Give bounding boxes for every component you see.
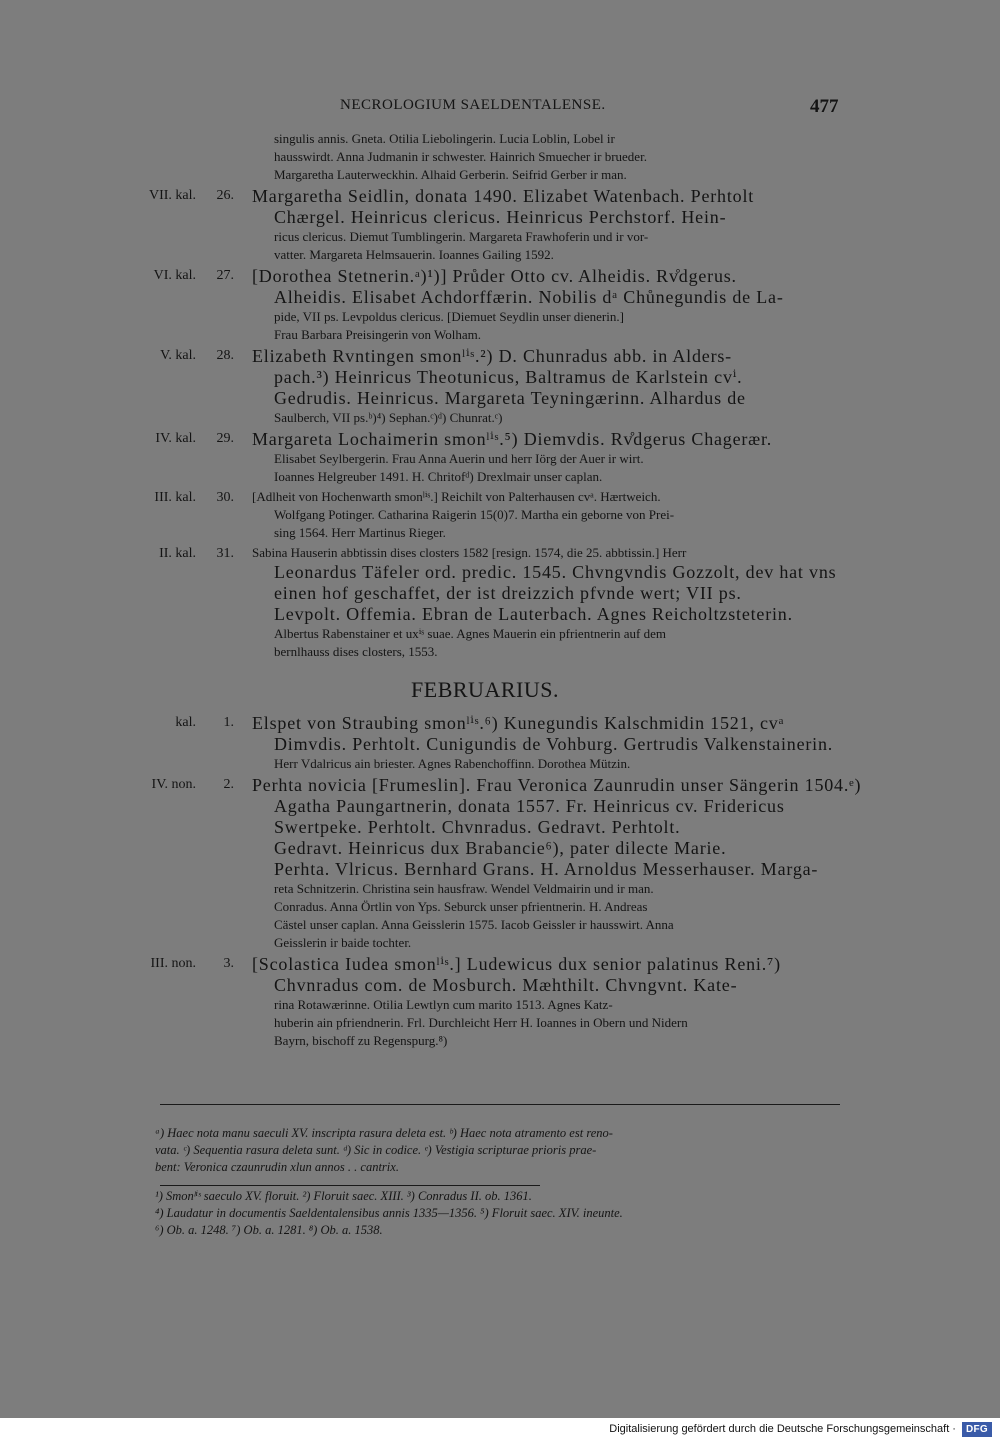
entry-line: vatter. Margareta Helmsauerin. Ioannes Gailing 1592. xyxy=(274,247,554,262)
entry-line: Swertpeke. Perhtolt. Chvnradus. Gedravt. Perhtolt. xyxy=(274,817,681,837)
footnote-divider xyxy=(160,1104,840,1105)
day-number: 1. xyxy=(223,715,234,730)
necrology-entry xyxy=(130,488,840,542)
entry-line: Conradus. Anna Örtlin von Yps. Seburck unser pfrientnerin. H. Andreas xyxy=(274,899,648,914)
necrology-entry xyxy=(130,954,840,1050)
entry-line: Dimvdis. Perhtolt. Cunigundis de Vohburg. Gertrudis Valkenstainerin. xyxy=(274,734,834,754)
entry-line: Gedravt. Heinricus dux Brabancie⁶), pater dilecte Marie. xyxy=(274,838,727,858)
day-label: VI. kal. xyxy=(153,268,196,283)
day-number: 28. xyxy=(216,348,234,363)
day-number: 30. xyxy=(216,490,234,505)
running-title: NECROLOGIUM SAELDENTALENSE. xyxy=(340,97,606,113)
entry-line: Margareta Lochaimerin smonˡⁱˢ.⁵) Diemvdis. Rv̊dgerus Chagerær. xyxy=(252,429,773,449)
entry-line: ricus clericus. Diemut Tumblingerin. Margareta Frawhoferin und ir vor- xyxy=(274,229,649,244)
entry-line: [Dorothea Stetnerin.ᵃ)¹)] Průder Otto cv. Alheidis. Rv̊dgerus. xyxy=(252,266,737,286)
day-label: VII. kal. xyxy=(148,188,196,203)
entry-text xyxy=(252,429,840,486)
entry-line: Saulberch, VII ps.ᵇ)⁴) Sephan.ᶜ)ᵈ) Chunrat.ᶜ) xyxy=(274,410,503,425)
entry-text xyxy=(252,954,840,1050)
dfg-logo: DFG xyxy=(962,1422,992,1437)
necrology-entry xyxy=(130,186,840,264)
entry-line: Frau Barbara Preisingerin von Wolham. xyxy=(274,327,482,342)
day-label: IV. kal. xyxy=(155,431,196,446)
entry-text xyxy=(252,488,840,542)
entry-line: reta Schnitzerin. Christina sein hausfraw. Wendel Veldmairin und ir man. xyxy=(274,881,654,896)
entry-line: Sabina Hauserin abbtissin dises closters 1582 [resign. 1574, die 25. abbtissin.] Herr xyxy=(252,545,687,560)
entry-line: Chvnradus com. de Mosburch. Mæhthilt. Chvngvnt. Kate- xyxy=(274,975,738,995)
entry-text xyxy=(252,544,840,661)
entry-line: Ioannes Helgreuber 1491. H. Chritofᵈ) Drexlmair unser caplan. xyxy=(274,469,603,484)
necrology-entry xyxy=(130,346,840,427)
necrology-entry-continuation xyxy=(130,130,840,184)
entry-line: Perhta. Vlricus. Bernhard Grans. H. Arnoldus Messerhauser. Marga- xyxy=(274,859,819,879)
entry-line: Alheidis. Elisabet Achdorffærin. Nobilis dᵃ Chůnegundis de La- xyxy=(274,287,784,307)
page-number: 477 xyxy=(810,96,839,117)
day-label: II. kal. xyxy=(159,546,196,561)
day-number: 27. xyxy=(216,268,234,283)
entry-line: bernlhauss dises closters, 1553. xyxy=(274,644,438,659)
day-number: 3. xyxy=(223,956,234,971)
entry-text xyxy=(252,346,840,427)
february-section xyxy=(130,713,862,1050)
day-label: III. non. xyxy=(150,956,196,971)
entry-line: hausswirdt. Anna Judmanin ir schwester. Hainrich Smuecher ir brueder. xyxy=(274,149,647,164)
entry-line: Margaretha Lauterweckhin. Alhaid Gerberin. Seifrid Gerber ir man. xyxy=(274,167,627,182)
critical-notes xyxy=(155,1125,845,1176)
entry-line: pide, VII ps. Levpoldus clericus. [Diemuet Seydlin unser dienerin.] xyxy=(274,309,624,324)
necrology-entries xyxy=(130,130,862,1052)
necrology-entry xyxy=(130,266,840,344)
entry-line: [Scolastica Iudea smonˡⁱˢ.] Ludewicus dux senior palatinus Reni.⁷) xyxy=(252,954,781,974)
entry-line: rina Rotawærinne. Otilia Lewtlyn cum marito 1513. Agnes Katz- xyxy=(274,997,613,1012)
january-section xyxy=(130,130,840,661)
entry-line: Perhta novicia [Frumeslin]. Frau Veronica Zaunrudin unser Sängerin 1504.ᵉ) xyxy=(252,775,862,795)
day-label: IV. non. xyxy=(151,777,196,792)
entry-line: Bayrn, bischoff zu Regenspurg.⁸) xyxy=(274,1033,448,1048)
day-number: 29. xyxy=(216,431,234,446)
day-label: III. kal. xyxy=(154,490,196,505)
day-label: kal. xyxy=(175,715,196,730)
footnote-line: vata. ᶜ) Sequentia rasura deleta sunt. ᵈ) Sic in codice. ᵉ) Vestigia scripturae prioris prae- xyxy=(155,1143,597,1157)
entry-text xyxy=(252,266,840,344)
footnote-line: ⁶) Ob. a. 1248. ⁷) Ob. a. 1281. ⁸) Ob. a. 1538. xyxy=(155,1223,383,1237)
footnote-divider-short xyxy=(160,1185,540,1186)
historical-notes xyxy=(155,1188,845,1239)
day-label: V. kal. xyxy=(160,348,196,363)
entry-line: pach.³) Heinricus Theotunicus, Baltramus de Karlstein cvⁱ. xyxy=(274,367,743,387)
footnote-line: ¹) Smonˡⁱˢ saeculo XV. floruit. ²) Floruit saec. XIII. ³) Conradus II. ob. 1361. xyxy=(155,1189,532,1203)
entry-line: singulis annis. Gneta. Otilia Liebolingerin. Lucia Loblin, Lobel ir xyxy=(274,131,615,146)
footnote-line: ⁴) Laudatur in documentis Saeldentalensibus annis 1335—1356. ⁵) Floruit saec. XIV. ineunte. xyxy=(155,1206,623,1220)
necrology-entry xyxy=(130,429,840,486)
necrology-entry xyxy=(130,544,840,661)
entry-line: Albertus Rabenstainer et uxⁱˢ suae. Agnes Mauerin ein pfrientnerin auf dem xyxy=(274,626,667,641)
month-heading: FEBRUARIUS. xyxy=(411,677,559,702)
entry-line: Levpolt. Offemia. Ebran de Lauterbach. Agnes Reicholtzsteterin. xyxy=(274,604,793,624)
footnote-line: bent: Veronica czaunrudin xlun annos . . cantrix. xyxy=(155,1160,399,1174)
entry-line: einen hof geschaffet, der ist dreizzich pfvnde wert; VII ps. xyxy=(274,583,742,603)
entry-line: Herr Vdalricus ain briester. Agnes Rabenchoffinn. Dorothea Mützin. xyxy=(274,756,631,771)
entry-text xyxy=(274,130,840,184)
day-number: 31. xyxy=(216,546,234,561)
entry-line: Elizabeth Rvntingen smonˡⁱˢ.²) D. Chunradus abb. in Alders- xyxy=(252,346,732,366)
entry-line: huberin ain pfriendnerin. Frl. Durchleicht Herr H. Ioannes in Obern und Nidern xyxy=(274,1015,688,1030)
entry-text xyxy=(252,186,840,264)
footer-bar xyxy=(0,1418,1000,1440)
day-number: 2. xyxy=(223,777,234,792)
necrology-entry xyxy=(130,775,862,952)
necrology-entry xyxy=(130,713,840,773)
entry-line: Chærgel. Heinricus clericus. Heinricus Perchstorf. Hein- xyxy=(274,207,727,227)
entry-line: sing 1564. Herr Martinus Rieger. xyxy=(274,525,446,540)
entry-line: Elisabet Seylbergerin. Frau Anna Auerin und herr Iörg der Auer ir wirt. xyxy=(274,451,644,466)
entry-line: [Adlheit von Hochenwarth smonˡⁱˢ.] Reichilt von Palterhausen cvᵃ. Hærtweich. xyxy=(252,489,661,504)
entry-line: Geisslerin ir baide tochter. xyxy=(274,935,412,950)
entry-line: Leonardus Täfeler ord. predic. 1545. Chvngvndis Gozzolt, dev hat vns xyxy=(274,562,837,582)
day-number: 26. xyxy=(216,188,234,203)
entry-line: Wolfgang Potinger. Catharina Raigerin 15(0)7. Martha ein geborne von Prei- xyxy=(274,507,675,522)
entry-line: Margaretha Seidlin, donata 1490. Elizabet Watenbach. Perhtolt xyxy=(252,186,755,206)
entry-text xyxy=(252,713,840,773)
footer-credit: Digitalisierung gefördert durch die Deutsche Forschungsgemeinschaft · xyxy=(609,1423,956,1435)
entry-text xyxy=(252,775,862,952)
entry-line: Gedrudis. Heinricus. Margareta Teyningærinn. Alhardus de xyxy=(274,388,746,408)
footnote-line: ᵃ) Haec nota manu saeculi XV. inscripta rasura deleta est. ᵇ) Haec nota atramento est reno- xyxy=(155,1126,613,1140)
entry-line: Elspet von Straubing smonˡⁱˢ.⁶) Kunegundis Kalschmidin 1521, cvᵃ xyxy=(252,713,785,733)
entry-line: Agatha Paungartnerin, donata 1557. Fr. Heinricus cv. Fridericus xyxy=(274,796,785,816)
entry-line: Cästel unser caplan. Anna Geisslerin 1575. Iacob Geissler ir hausswirt. Anna xyxy=(274,917,674,932)
